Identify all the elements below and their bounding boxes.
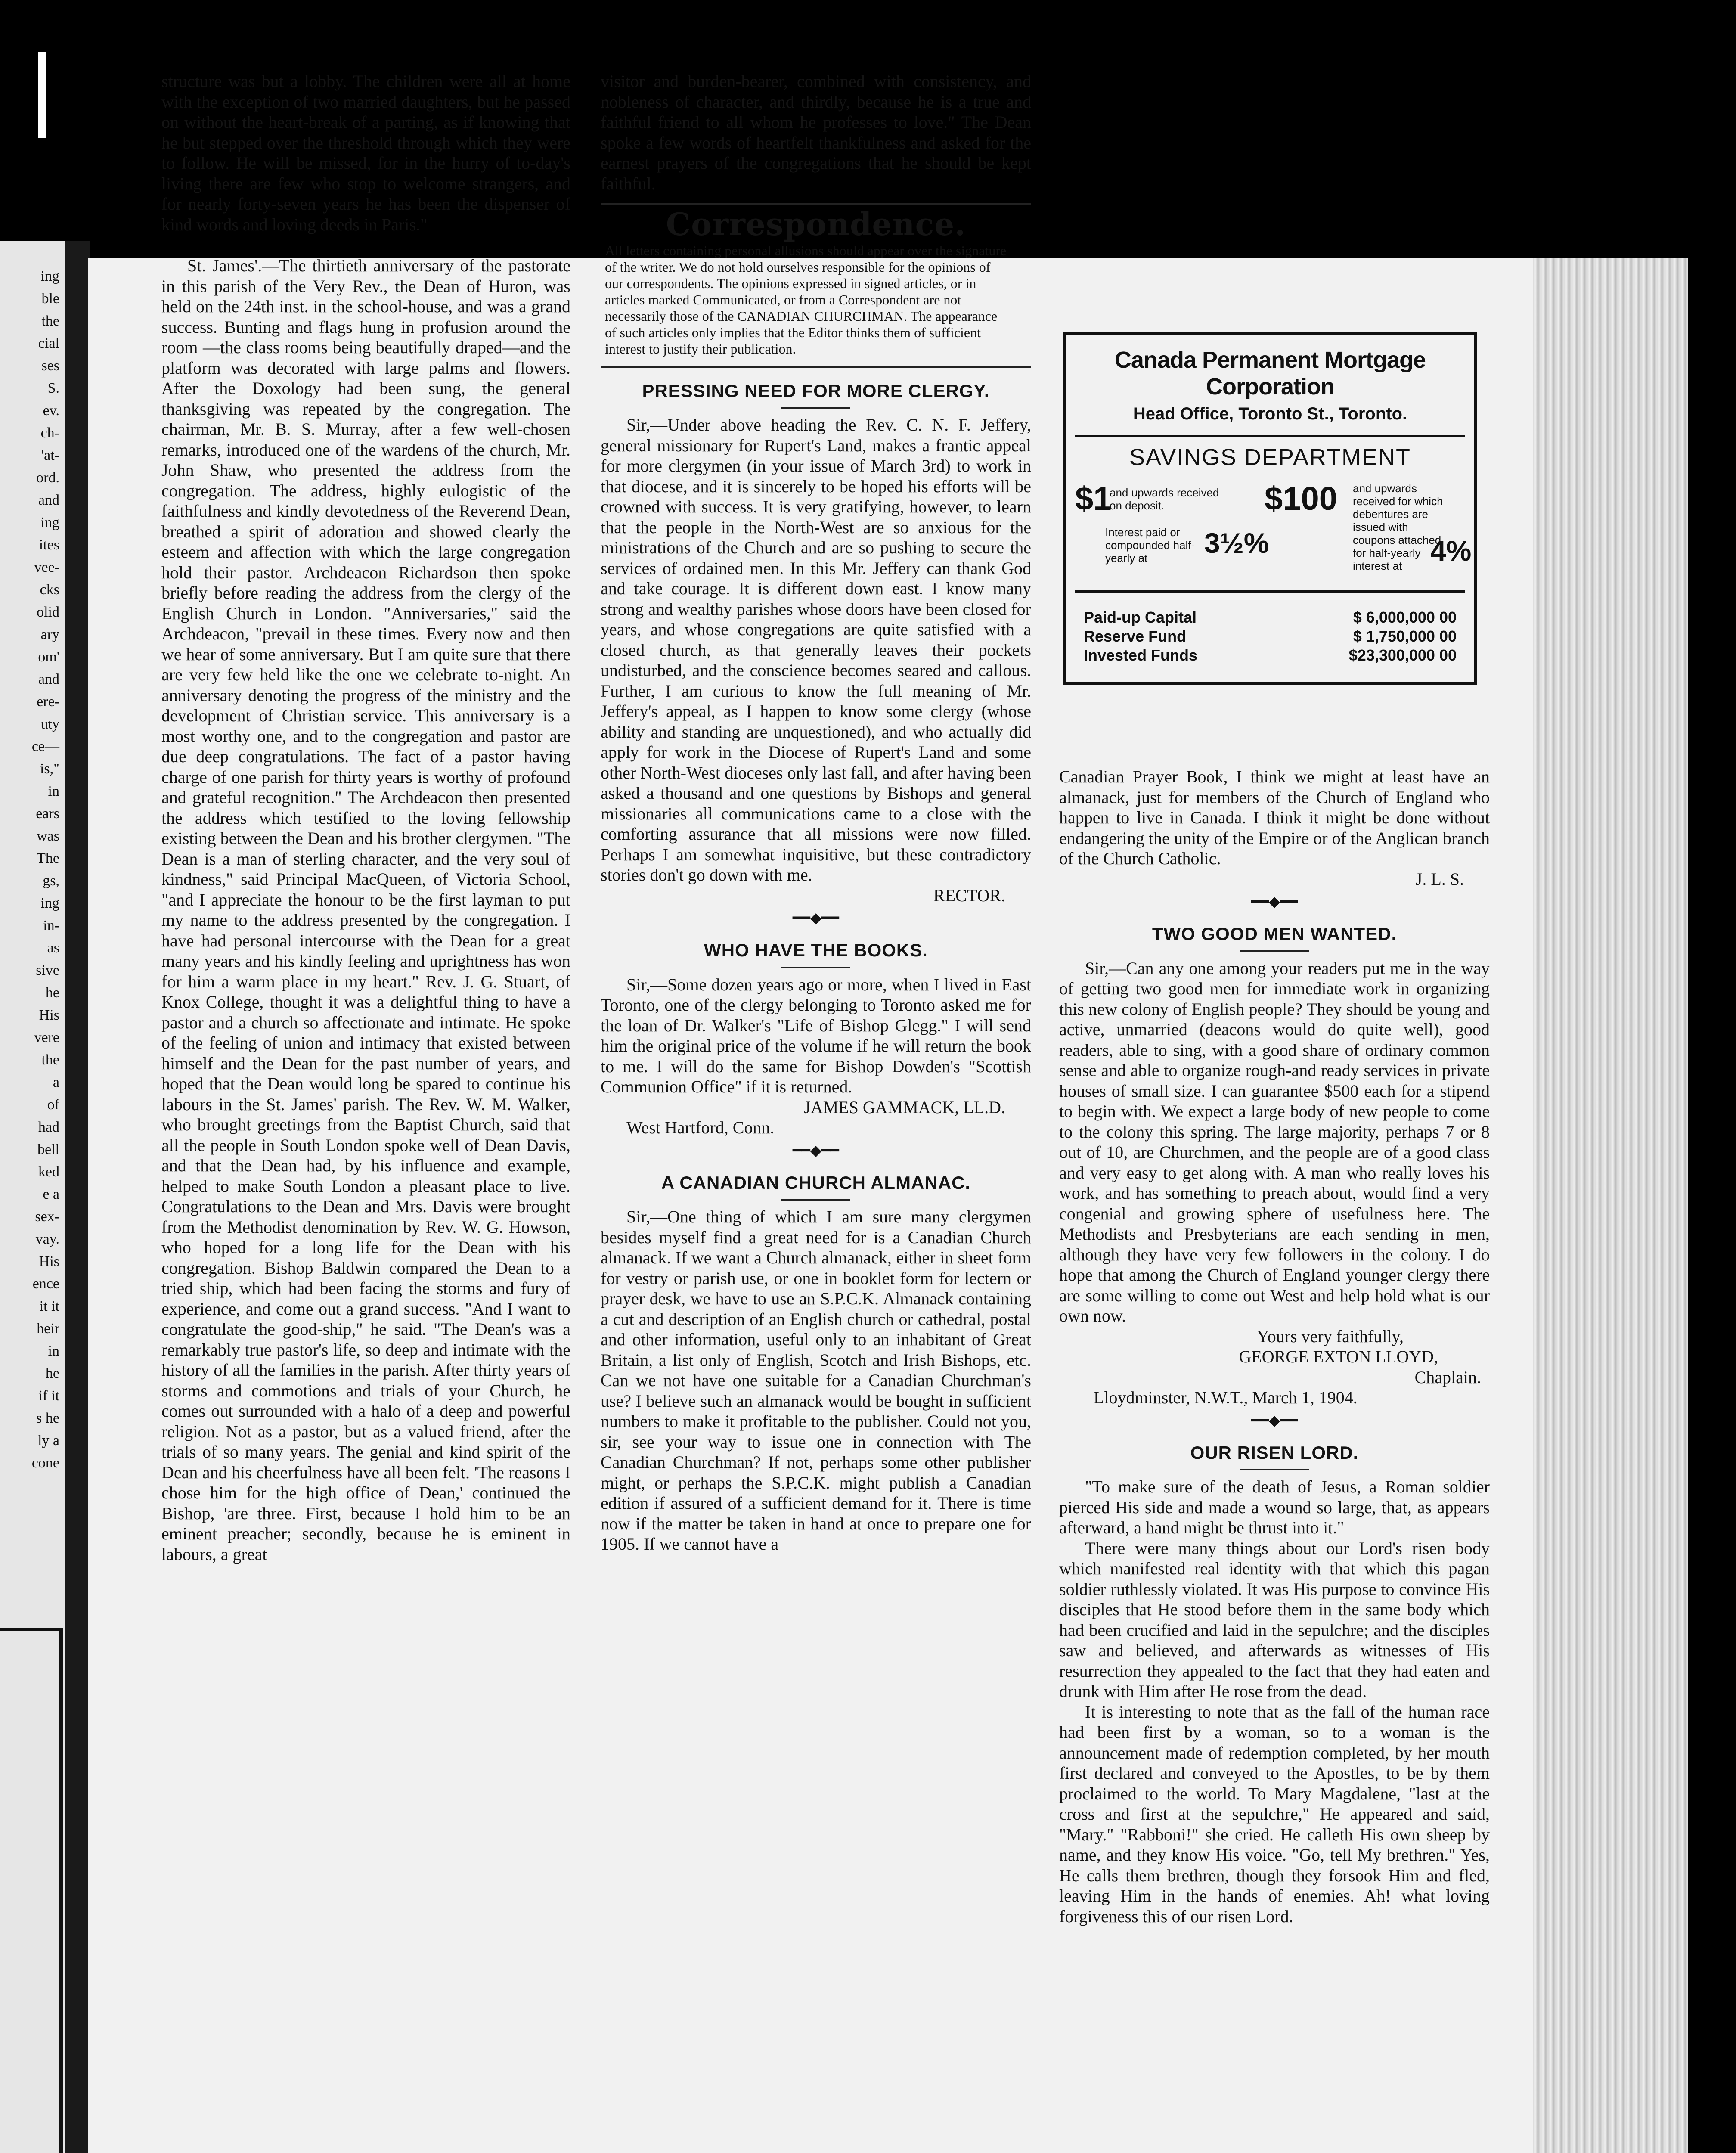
divider [601,203,1031,205]
article-continuation: structure was but a lobby. The children were all at home with the exception of two married daughters, but he passed on without the heart-break of a parting, as if knowing that he but stepped over the threshold through which they were to follow. He will be missed, for in the hurry of to-day's living there are few who stop to welcome strangers, and for nearly forty-seven years he has been the dispenser of kind words and loving deeds in Paris." [161,71,570,234]
prev-page-fragment: ked [38,1164,59,1180]
prev-page-fragment: of [47,1097,59,1113]
letter-place-date: Lloydminster, N.W.T., March 1, 1904. [1094,1388,1358,1407]
page-gutter [65,241,90,2153]
prev-page-fragment: had [38,1119,59,1135]
prev-page-fragment: ch- [40,425,59,441]
divider [601,366,1031,368]
prev-page-fragment: vay. [35,1231,59,1247]
ad-row [1084,627,1457,646]
letter-body: Sir,—Can any one among your readers put me in the way of getting two good men for immediate work in organizing this new colony of English people? They should be young and active, unmarried (deacons would do quite well), good readers, able to sing, with a good share of ordinary common sense and able to organize rough-and ready services in private houses of small size. I can guarantee $500 each for a stipend to begin with. We expect a large body of new people to come to the colony this spring. The large majority, perhaps 7 or 8 out of 10, are Churchmen, and the people are of a good class and very easy to get along with. A man who really loves his work, and has something to preach about, would find a very congenial and growing sphere of usefulness here. The Methodists and Presbyterians are each sending in men, although they have very few followers in the colony. I do hope that among the Church of England younger clergy there are some willing to come out West and help hold what is our own now. [1059,958,1490,1325]
prev-page-fragment: sive [36,962,59,978]
prev-page-fragment: ere- [37,694,59,710]
prev-page-fragment: he [45,1365,59,1381]
prev-page-fragment: ord. [36,470,59,486]
prev-page-fragment: uty [40,716,59,732]
prev-page-fragment: and [38,671,59,687]
prev-page-fragment: in [48,1343,59,1359]
letter-heading: A CANADIAN CHURCH ALMANAC. [661,1172,971,1193]
prev-page-fragment: ble [41,291,59,307]
divider [1240,1469,1309,1470]
letter-heading: WHO HAVE THE BOOKS. [704,940,928,960]
divider [781,1199,850,1201]
letter-signature: J. L. S. [1415,869,1464,889]
prev-page-fragment: in- [43,918,59,934]
ornament-divider: ━━◆━━ [1251,894,1298,910]
prev-page-fragment: ing [40,895,59,911]
ad-divider [1075,435,1465,437]
prev-page-fragment: ev. [43,403,59,419]
prev-page-fragment: it it [39,1298,59,1314]
newspaper-title: CANADIAN CHURCHMAN. [527,28,1000,64]
prev-page-fragment: vere [34,1030,59,1045]
prev-page-fragment: cone [31,1455,59,1471]
previous-page-edge [0,241,65,2153]
prev-page-fragment: was [37,828,59,844]
prev-page-fragment: om' [38,649,59,665]
prev-page-fragment: s he [36,1410,59,1426]
ad-row-value: $ 6,000,000 00 [1353,608,1457,626]
divider [781,967,850,968]
prev-page-box [0,1628,63,2153]
ad-company: Canada Permanent Mortgage Corporation [1114,347,1426,400]
prev-page-fragment: 'at- [41,447,59,463]
prev-page-fragment: ary [40,627,59,642]
prev-page-fragment: sex- [35,1209,59,1225]
ad-left-interest: Interest paid or compounded half-yearly at [1105,526,1195,565]
ornament-divider: ━━◆━━ [792,910,840,926]
prev-page-fragment: cks [40,582,59,598]
letter-place: West Hartford, Conn. [626,1118,775,1137]
prev-page-fragment: and [38,492,59,508]
ad-row [1084,646,1457,665]
prev-page-fragment: His [39,1007,59,1023]
prev-page-fragment: ses [41,358,59,374]
prev-page-fragment: in [48,783,59,799]
ad-rates [1075,478,1472,577]
letter-continuation: Canadian Prayer Book, I think we might at least have an almanack, just for members of the Church of England who happen to live in Canada. I think it might be done without endangering the unity of the Empire or of the Anglican branch of the Church Catholic. [1059,767,1490,868]
prev-page-fragment: S. [47,380,59,396]
column-1 [161,71,570,1564]
prev-page-fragment: olid [37,604,59,620]
book-page-edges [1533,258,1688,2153]
prev-page-fragment: the [41,1052,59,1068]
ad-department: SAVINGS DEPARTMENT [1129,444,1411,470]
divider [1240,950,1309,952]
ad-left-rate: 3½% [1204,527,1269,559]
prev-page-fragment: His [39,1253,59,1269]
article-continuation: visitor and burden-bearer, combined with consistency, and nobleness of character, and thirdly, because he is a true and faithful friend to all whom he professes to love." The Dean spoke a few words of heartfelt thankfulness and asked for the earnest prayers of the congregations that he should be kept faithful. [601,71,1031,193]
ad-left-text: and upwards received on deposit. [1110,486,1219,512]
prev-page-fragment: he [45,985,59,1001]
page-number: 203 [1363,35,1389,54]
article-paragraph: "To make sure of the death of Jesus, a Roman soldier pierced His side and made a wound so large, that, as appears afterward, a hand might be thrust into it." [1059,1477,1490,1537]
ad-row-label: Reserve Fund [1084,627,1187,645]
prev-page-fragment: e a [43,1186,59,1202]
prev-page-fragment: ing [40,515,59,530]
issue-date: [March 31, 1904.] [140,33,283,54]
prev-page-fragment: ears [36,806,59,822]
ad-right-rate: 4% [1430,535,1472,567]
letter-closing: Yours very faithfully, [1256,1326,1404,1346]
ad-right-text: and upwards received for which debentures are issued with coupons attached for half-yearly interest at [1353,482,1443,572]
ad-funds-table [1084,608,1457,665]
ad-row-value: $ 1,750,000 00 [1353,627,1457,645]
prev-page-fragment: a [53,1074,59,1090]
advertisement-box [1063,332,1477,685]
film-mark [38,52,46,138]
prev-page-fragment: ce— [31,738,59,754]
letter-heading: TWO GOOD MEN WANTED. [1152,924,1397,944]
prev-page-fragment: bell [37,1142,59,1157]
column-3 [1059,766,1490,1927]
prev-page-fragment: The [37,850,59,866]
ornament-divider: ━━◆━━ [792,1142,840,1159]
ad-row-label: Invested Funds [1084,646,1198,664]
prev-page-fragment: cial [38,335,59,351]
prev-page-fragment: the [41,313,59,329]
prev-page-fragment: is," [40,761,59,777]
letter-signature: GEORGE EXTON LLOYD, [1239,1347,1438,1366]
ornament-divider: ━━◆━━ [1251,1412,1298,1429]
letter-title: Chaplain. [1414,1367,1481,1387]
ad-head-office: Head Office, Toronto St., Toronto. [1133,404,1407,423]
correspondence-heading: Correspondence. [666,206,966,242]
article-paragraph: It is interesting to note that as the fall of the human race had been first by a woman, so to a woman is the announcement made of redemption completed, by her mouth first declared and conveyed to the Apostles, to be by them proclaimed to the world. To Mary Magdalene, "last at the cross and first at the sepulchre," He appeared and said, "Mary." "Rabboni!" she cried. He calleth His own sheep by name, and they know His voice. "Go, tell My brethren." Yes, He calls them brethren, though they forsook Him and fled, leaving Him in the hands of enemies. Ah! what loving forgiveness this of our risen Lord. [1059,1702,1490,1926]
prev-page-fragment: ing [40,268,59,284]
prev-page-fragment: ly a [37,1433,59,1449]
ad-left-amount: $1 [1075,481,1112,517]
ad-row-label: Paid-up Capital [1084,608,1197,626]
divider [781,407,850,409]
parish-news-st-james: St. James'.—The thirtieth anniversary of the pastorate in this parish of the Very Rev., the Dean of Huron, was held on the 24th inst. in the school-house, and was a grand success. Bunting and flags hung in profusion around the room —the class rooms being beautifully draped—and the platform was decorated with large palms and flowers. After the Doxology had been sung, the general thanksgiving was repeated by the congregation. The chairman, Mr. B. S. Murray, after a few well-chosen remarks, introduced one of the wardens of the church, Mr. John Shaw, who presented the address from the congregation. The address, highly eulogistic of the faithfulness and kindly devotedness of the Reverend Dean, breathed a spirit of adoration and showed clearly the esteem and affection with which the large congregation hold their pastor. Archdeacon Richardson then spoke briefly before reading the address from the clergy of the English Church in London. "Anniversaries," said the Archdeacon, "prevail in these times. Every now and then we hear of some anniversary. But I am quite sure that there are very few held like the one we celebrate to-night. An anniversary denoting the progress of the ministry and the development of Christian service. This anniversary is a most worthy one, and to the congregation and pastor are due deep congratulations. The fact of a pastor having charge of one parish for thirty years is worthy of profound and grateful recognition." The Archdeacon then presented the address which testified to the loving fellowship existing between the Dean and his brother clergymen. "The Dean is a man of sterling character, and the very soul of kindness," said Principal MacQueen, of Victoria School, "and I appreciate the honour to be the first layman to put my name to the address presented by the congregation. I have had personal intercourse with the Dean for a great many years and his kindly feeling and uprightness has won for him a warm place in my heart." Rev. J. G. Stuart, of Knox College, thought it was a delightful thing to have a pastor and a church so affectionate and intimate. He spoke of the feeling of union and intimacy that existed between himself and the Dean for the past number of years, and hoped that the Dean would long be spared to continue his labours in the St. James' parish. The Rev. W. M. Walker, who brought greetings from the Baptist Church, said that all the people in South London spoke well of Dean Davis, and that the Dean had, by his influence and example, helped to make South London a pleasant place to live. Congratulations to the Dean and Mrs. Davis were brought from the Methodist denomination by Rev. W. G. Howson, who hoped for a long life for the Dean with his congregation. Bishop Baldwin compared the Dean to a tried ship, which had been facing the storms and fury of experience, and come out a grand success. "And I want to congratulate the good-ship," he said. "The Dean's was a remarkably true pastor's life, so deep and intimate with the history of all the families in the parish. After thirty years of storms and commotions and trials of your Church, he comes out surrounded with a halo of a deep and powerful religion. Not as a pastor, but as a valued friend, after the trials of so many years. The genial and kind spirit of the Dean and his cheerfulness have all been felt. 'The reasons I chose him for the high office of Dean,' continued the Bishop, 'are three. First, because I hold him to be an eminent preacher; secondly, because he is eminent in labours, a great [161,256,570,1564]
ad-divider [1075,590,1465,593]
prev-page-fragment: as [47,940,59,956]
column-2 [601,71,1031,1554]
editor-notice [601,242,1031,357]
masthead [75,28,1453,67]
prev-page-fragment: gs, [43,873,59,889]
prev-page-fragment: vee- [34,559,59,575]
prev-page-fragment: ence [32,1276,59,1292]
ad-right-amount: $100 [1265,481,1338,517]
letter-body: Sir,—One thing of which I am sure many clergymen besides myself find a great need for is a Canadian Church almanack. If we want a Church almanack, either in sheet form for vestry or parish use, or one in booklet form for lectern or prayer desk, we have to use an S.P.C.K. Almanack containing a cut and description of an English church or cathedral, postal and other information, useful only to an inhabitant of Great Britain, a list only of English, Scotch and Irish Bishops, etc. Can we not have one suitable for a Canadian Churchman's use? I believe such an almanack would be bought in sufficient numbers to make it profitable to the publisher. Could not you, sir, see your way to issue one in connection with The Canadian Churchman? If not, perhaps some other publisher might, or perhaps the S.P.C.K. might publish a Canadian edition if assured of a sufficient demand for it. There is time now if the matter be taken in hand at once to prepare one for 1905. If we cannot have a [601,1207,1031,1554]
prev-page-fragment: ites [39,537,59,553]
letter-signature: JAMES GAMMACK, LL.D. [804,1097,1005,1117]
article-paragraph: There were many things about our Lord's risen body which manifested real identity with that which this pagan soldier ruthlessly violated. It was His purpose to convince His disciples that He stood before them in the same body which had been crucified and laid in the sepulchre; and the disciples saw and believed, and afterwards as witnesses of His resurrection they appealed to the fact that they had eaten and drunk with Him after He rose from the dead. [1059,1538,1490,1701]
ad-row-value: $23,300,000 00 [1348,646,1457,664]
letter-heading: PRESSING NEED FOR MORE CLERGY. [642,380,990,401]
prev-page-fragment: heir [37,1321,59,1337]
letter-body: Sir,—Under above heading the Rev. C. N. F. Jeffery, general missionary for Rupert's Land, makes a frantic appeal for more clergymen (in your issue of March 3rd) to work in that diocese, and it is sincerely to be hoped his efforts will be crowned with success. It is very gratifying, however, to learn that the people in the North-West are so anxious for the ministrations of the Church and are so pushing to secure the services of ordained men. In this Mr. Jeffery can thank God and take courage. It is different down east. I know many strong and wealthy parishes whose doors have been closed for years, and whose congregations are quite satisfied with a closed church, as that generally leaves their pockets undisturbed, and the conscience becomes seared and callous. Further, I am curious to know the full meaning of Mr. Jeffery's appeal, as I happen to know some clergy (whose ability and standing are unquestioned), and who actually did apply for work in the Diocese of Rupert's Land and some other North-West dioceses only last fall, and after having been asked a thousand and one questions by Bishops and general missionaries all communications came to a close with the comforting assurance that all missions were now filled. Perhaps I am somewhat inquisitive, but these contradictory stories don't go down with me. [601,415,1031,884]
ad-row [1084,608,1457,627]
letter-signature: RECTOR. [933,885,1005,905]
prev-page-fragment: if it [38,1388,59,1404]
letter-body: Sir,—Some dozen years ago or more, when I lived in East Toronto, one of the clergy belonging to Toronto asked me for the loan of Dr. Walker's "Life of Bishop Glegg." I will send him the original price of the volume if he will return the book to me. I will do the same for Bishop Dowden's "Scottish Communion Office" if it is returned. [601,974,1031,1096]
article-heading: OUR RISEN LORD. [1190,1442,1359,1463]
notice-text: All letters containing personal allusions should appear over the signature of the writer. We do not hold ourselves responsible for the opinions of our correspondents. The opinions expressed in signed articles, or in articles marked Communicated, or from a Correspondent are not necessarily those of the CANADIAN CHURCHMAN. The appearance of such articles only implies that the Editor thinks them of sufficient interest to justify their publication. [605,242,1007,357]
